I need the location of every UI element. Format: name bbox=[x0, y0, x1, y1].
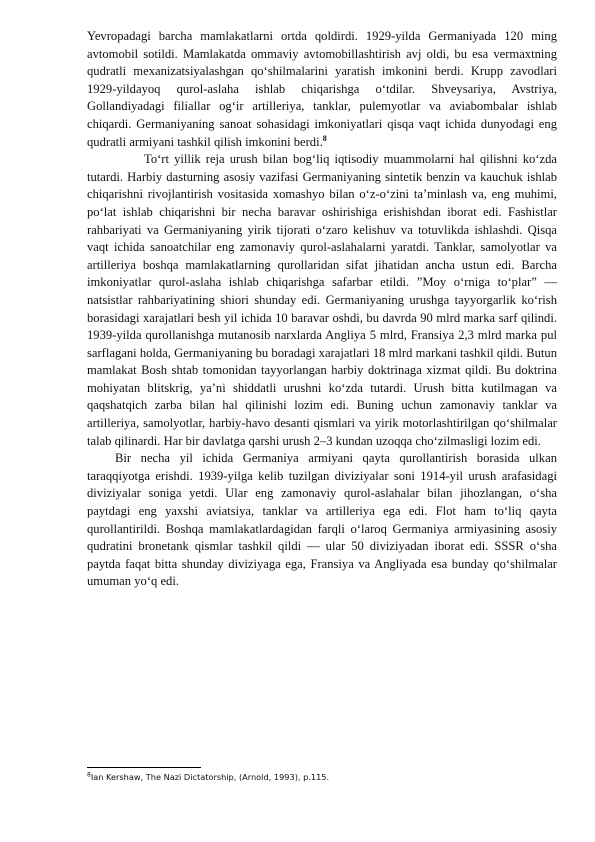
footnote-reference[interactable]: 8 bbox=[322, 133, 327, 143]
paragraph-2: Toʻrt yillik reja urush bilan bogʻliq iqtisodiy muammolarni hal qilishni koʻzda tutardi. Harbiy dasturning asosiy vazifasi Germaniyaning sintetik benzin va kauchuk ishlab chiqarishni rivojlantirish vositasida xomashyo bilan oʻz-oʻzini taʼminlash va, eng muhimi, poʻlat ishlab chiqarishni bir necha baravar oshirishiga erishishdan iborat edi. Fashistlar rahbariyati va Germaniyaning yirik tijorati oʻzaro kelishuv va totuvlikda ishlashdi. Qisqa vaqt ichida sanoatchilar eng zamonaviy qurol-aslahalarni yaratdi. Tanklar, samolyotlar va artilleriya boshqa mamlakatlarning qurollaridan sifat jihatidan ancha ustun edi. Barcha imkoniyatlar qurol-aslaha ishlab chiqarishga safarbar etildi. ”Moy oʻrniga toʻplar” — natsistlar rahbariyatining shiori shunday edi. Germaniyaning urushga tayyorgarlik koʻrish borasidagi xarajatlari besh yil ichida 10 baravar oshdi, bu davrda 90 mlrd marka sarf qilindi. 1939-yilda qurollanishga mutanosib narxlarda Angliya 5 mlrd, Fransiya 2,3 mlrd marka pul sarflagani holda, Germaniyaning bu boradagi xarajatlari 18 mlrd markani tashkil qildi. Butun mamlakat Bosh shtab tomonidan tayyorlangan harbiy doktrinaga xizmat qildi. Bu doktrina mohiyatan blitskrig, yaʼni shiddatli urushni koʻzda tutardi. Urush bitta kutilmagan va qaqshatqich zarba bilan hal qilinishi lozim edi. Buning uchun zamonaviy tanklar va artilleriya, samolyotlar, harbiy-havo desanti qismlari va yirik motorlashtirilgan qoʻshilmalar talab qilinardi. Har bir davlatga qarshi urush 2–3 kundan uzoqqa choʻzilmasligi lozim edi. bbox=[87, 152, 557, 448]
paragraph-3: Bir necha yil ichida Germaniya armiyani qayta qurollantirish borasida ulkan taraqqiyotga erishdi. 1939-yilga kelib tuzilgan diviziyalar soni 1914-yil urush arafasidagi diviziyalar soniga yetdi. Ular eng zamonaviy qurol-aslahalar bilan jihozlangan, oʻsha paytdagi eng yaxshi aviatsiya, tanklar va artilleriya ega edi. Flot ham toʻliq qayta qurollantirildi. Boshqa mamlakatlardagidan farqli oʻlaroq Germaniya armiyasining asosiy qudratini bronetank qismlar tashkil qildi — ular 50 diviziyadan iborat edi. SSSR oʻsha paytda faqat bitta shunday diviziyaga ega, Fransiya va Angliyada esa bunday qoʻshilmalar umuman yoʻq edi. bbox=[87, 451, 557, 589]
document-body bbox=[87, 28, 557, 591]
paragraph-1-text: Yevropadagi barcha mamlakatlarni ortda qoldirdi. 1929-yilda Germaniyada 120 ming avtomobil sotildi. Mamlakatda ommaviy avtomobillashtirish avj oldi, bu esa vermaxtning qudratli mexanizatsiyalashgan qoʻshilmalarini yaratish imkonini berdi. Krupp zavodlari 1929-yildayoq qurol-aslaha ishlab chiqarishga oʻtdilar. Shveysariya, Avstriya, Gollandiyadagi filiallar ogʻir artilleriya, tanklar, pulemyotlar va aviabombalar ishlab chiqardi. Germaniyaning sanoat sohasidagi imkoniyatlari qisqa vaqt ichida dunyodagi eng qudratli armiyani tashkil qilish imkonini berdi. bbox=[87, 29, 557, 149]
paragraph-1 bbox=[87, 28, 557, 151]
footnote-number: 8 bbox=[87, 771, 91, 779]
footnote-text: Ian Kershaw, The Nazi Dictatorship, (Arnold, 1993), p.115. bbox=[90, 772, 330, 782]
footnote bbox=[87, 772, 557, 783]
footnote-separator bbox=[87, 767, 201, 768]
